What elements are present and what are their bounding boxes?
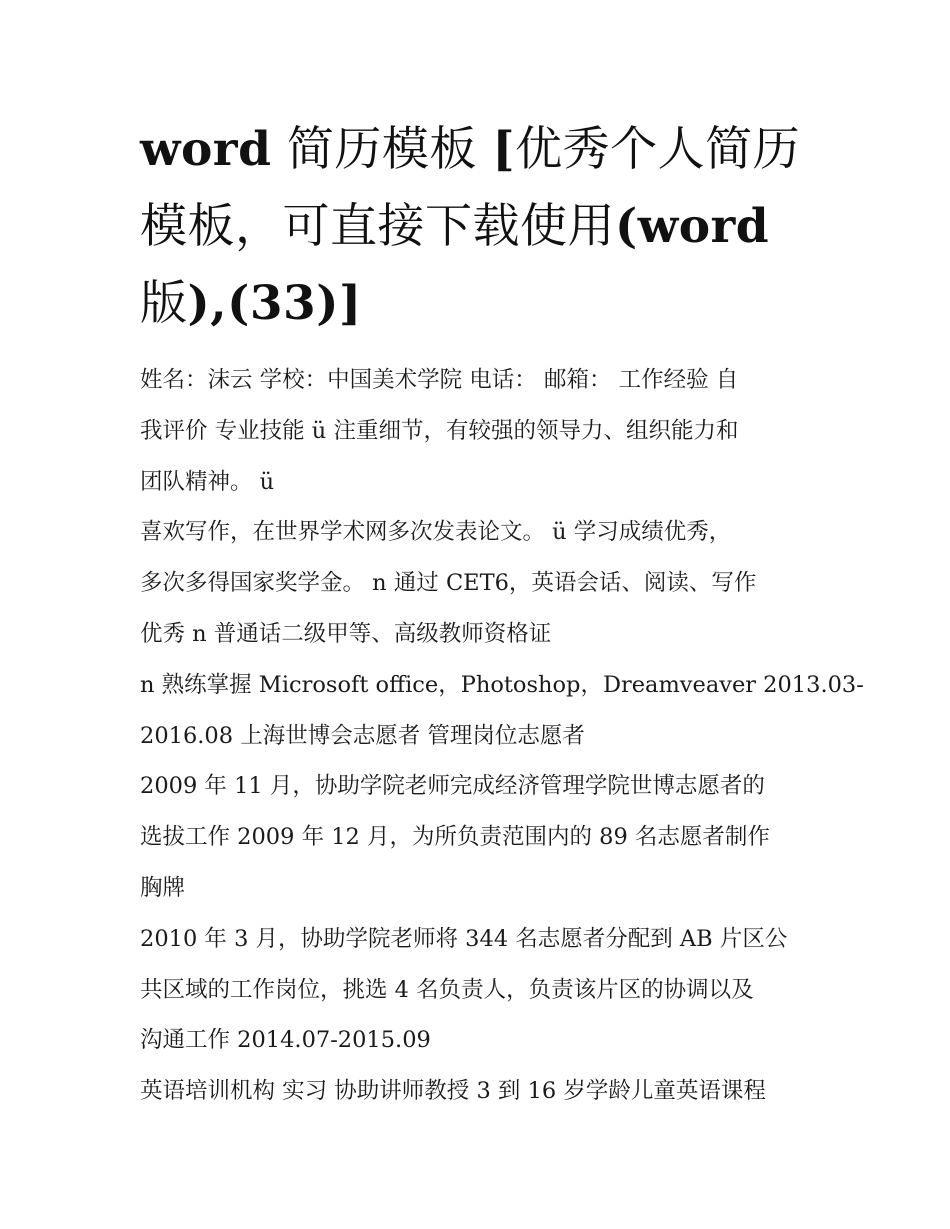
body-line: 2010 年 3 月，协助学院老师将 344 名志愿者分配到 AB 片区公 bbox=[140, 925, 788, 952]
body-line: 共区域的工作岗位，挑选 4 名负责人，负责该片区的协调以及 bbox=[140, 976, 754, 1003]
document-body bbox=[140, 355, 864, 1117]
document-title bbox=[140, 111, 820, 342]
title-word-bold: (word bbox=[615, 199, 770, 254]
title-text: 模板，可直接下载使用 bbox=[140, 199, 615, 254]
body-line: 优秀 n 普通话二级甲等、高级教师资格证 bbox=[140, 620, 552, 647]
body-line: 英语培训机构 实习 协助讲师教授 3 到 16 岁学龄儿童英语课程 bbox=[140, 1078, 766, 1105]
title-suffix-bold: ),(33)] bbox=[187, 276, 362, 331]
body-line: n 熟练掌握 Microsoft office，Photoshop，Dreamveaver 2013.03- bbox=[140, 671, 864, 698]
body-line: 姓名：沫云 学校：中国美术学院 电话： 邮箱： 工作经验 自 bbox=[140, 367, 739, 393]
title-text: 版 bbox=[140, 276, 188, 331]
title-word-bold: word bbox=[140, 122, 272, 177]
body-line: 2016.08 上海世博会志愿者 管理岗位志愿者 bbox=[140, 722, 585, 749]
title-text: 优秀个人简历 bbox=[515, 122, 801, 177]
body-line: 我评价 专业技能 ü 注重细节，有较强的领导力、组织能力和 bbox=[140, 417, 739, 444]
body-line: 喜欢写作，在世界学术网多次发表论文。 ü 学习成绩优秀， bbox=[140, 519, 732, 546]
body-line: 团队精神。 ü bbox=[140, 468, 275, 495]
body-line: 选拔工作 2009 年 12 月，为所负责范围内的 89 名志愿者制作 bbox=[140, 824, 770, 851]
body-line: 2009 年 11 月，协助学院老师完成经济管理学院世博志愿者的 bbox=[140, 773, 765, 800]
body-line: 胸牌 bbox=[140, 874, 186, 901]
title-text: 简历模板 bbox=[271, 122, 493, 177]
body-line: 多次多得国家奖学金。 n 通过 CET6，英语会话、阅读、写作 bbox=[140, 570, 757, 597]
title-bracket: [ bbox=[492, 122, 516, 177]
body-line: 沟通工作 2014.07-2015.09 bbox=[140, 1027, 431, 1054]
